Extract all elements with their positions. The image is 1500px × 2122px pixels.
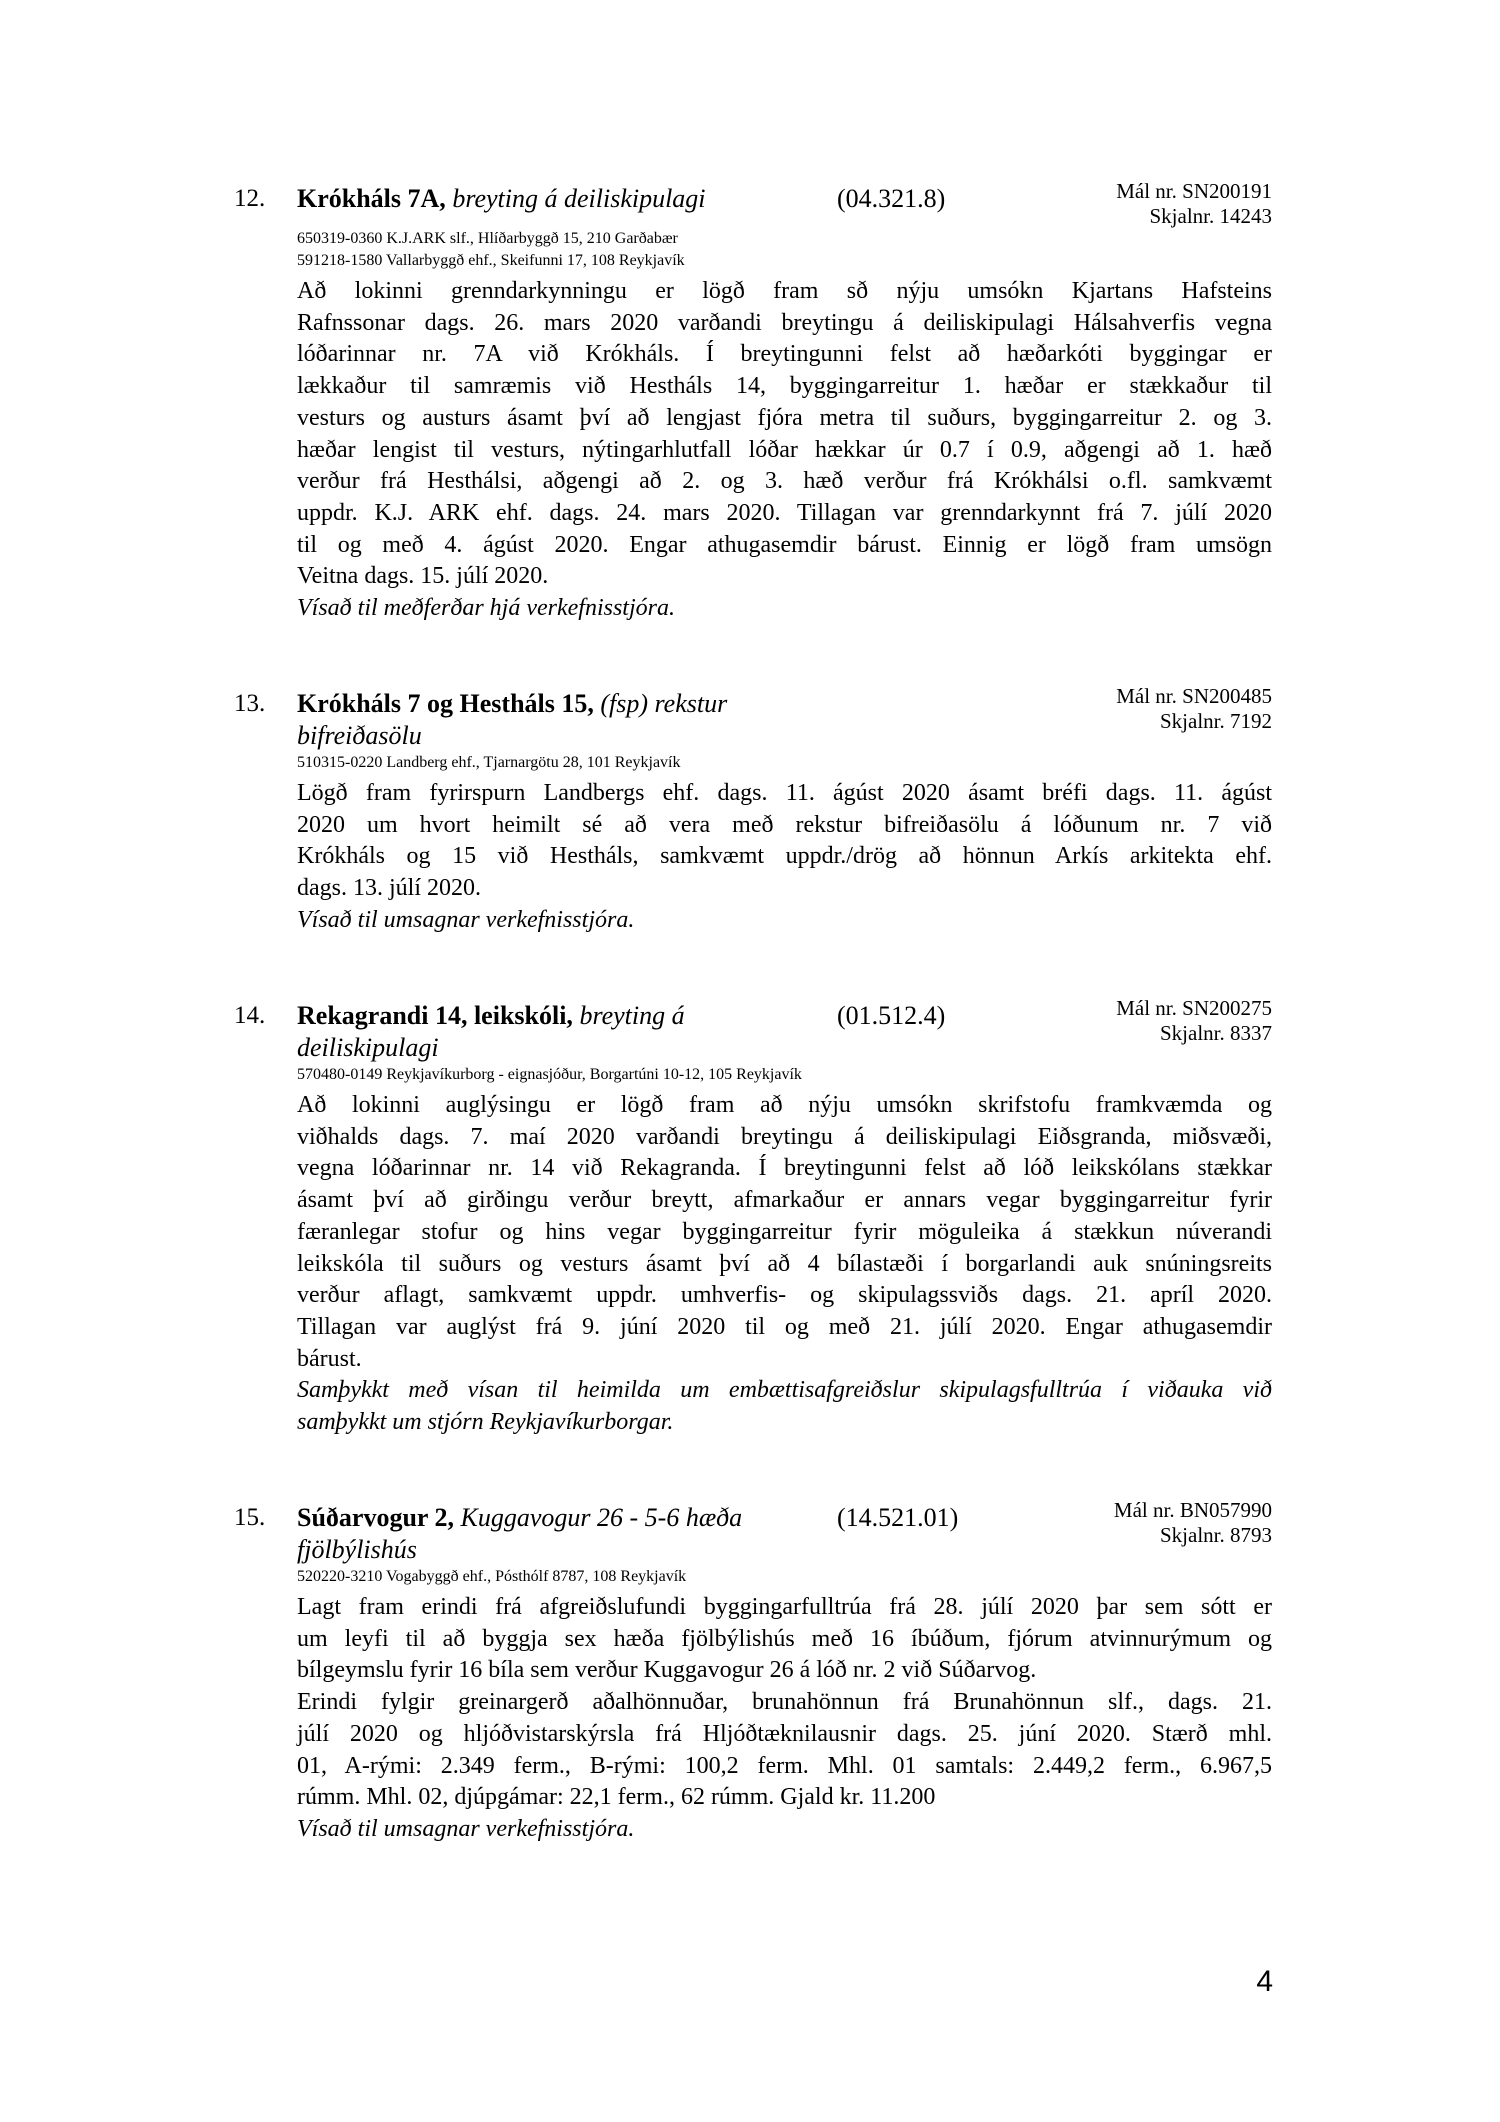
item-title-address: Krókháls 7 og Hestháls 15, bbox=[297, 689, 594, 718]
item-title-subject: Kuggavogur 26 - 5-6 hæða bbox=[460, 1503, 743, 1532]
item-title bbox=[297, 688, 837, 720]
body-line: uppdr. K.J. ARK ehf. dags. 24. mars 2020. Tillagan var grenndarkynnt frá 7. júlí 2020 bbox=[297, 499, 1272, 526]
body-line: lækkaður til samræmis við Hestháls 14, byggingarreitur 1. hæðar er stækkaður til bbox=[297, 373, 1272, 400]
decision-line: samþykkt um stjórn Reykjavíkurborgar. bbox=[297, 1409, 674, 1436]
party-line: 591218-1580 Vallarbyggð ehf., Skeifunni 17, 108 Reykjavík bbox=[297, 252, 685, 269]
body-line: hæðar lengist til vesturs, nýtingarhlutfall lóðar hækkar úr 0.7 í 0.9, aðgengi að 1. hæð bbox=[297, 436, 1272, 463]
case-reference-block bbox=[1116, 179, 1272, 229]
body-line: bílgeymslu fyrir 16 bíla sem verður Kuggavogur 26 á lóð nr. 2 við Súðarvog. bbox=[297, 1657, 1037, 1684]
decision-line: Vísað til meðferðar hjá verkefnisstjóra. bbox=[297, 595, 675, 622]
body-line: ásamt því að girðingu verður breytt, afmarkaður er annars vegar byggingarreitur fyrir bbox=[297, 1187, 1272, 1214]
item-number: 12. bbox=[234, 185, 266, 212]
planning-code: (01.512.4) bbox=[837, 1001, 946, 1030]
body-line: vesturs og austurs ásamt því að lengjast fjóra metra til suðurs, byggingarreitur 2. og 3. bbox=[297, 404, 1272, 431]
body-line: Að lokinni grenndarkynningu er lögð fram sð nýju umsókn Kjartans Hafsteins bbox=[297, 278, 1272, 304]
decision-line: Vísað til umsagnar verkefnisstjóra. bbox=[297, 1815, 635, 1842]
body-line: Veitna dags. 15. júlí 2020. bbox=[297, 563, 549, 590]
item-number: 13. bbox=[234, 690, 266, 717]
item-body bbox=[297, 1592, 1272, 1846]
item-body bbox=[297, 778, 1272, 937]
agenda-item-12 bbox=[234, 179, 1272, 625]
planning-code: (04.321.8) bbox=[837, 184, 946, 213]
body-line: verður frá Hesthálsi, aðgengi að 2. og 3. hæð verður frá Krókhálsi o.fl. samkvæmt bbox=[297, 468, 1272, 495]
item-title bbox=[297, 183, 837, 215]
body-line: um leyfi til að byggja sex hæða fjölbýlishús með 16 íbúðum, fjórum atvinnurýmum og bbox=[297, 1625, 1272, 1652]
case-reference-block bbox=[1116, 996, 1272, 1046]
body-line: 01, A-rými: 2.349 ferm., B-rými: 100,2 ferm. Mhl. 01 samtals: 2.449,2 ferm., 6.967,5 bbox=[297, 1752, 1272, 1779]
body-line: Krókháls og 15 við Hestháls, samkvæmt uppdr./drög að hönnun Arkís arkitekta ehf. bbox=[297, 843, 1272, 870]
party-line: 650319-0360 K.J.ARK slf., Hlíðarbyggð 15, 210 Garðabær bbox=[297, 230, 678, 247]
body-line: Lagt fram erindi frá afgreiðslufundi byggingarfulltrúa frá 28. júlí 2020 þar sem sótt er bbox=[297, 1594, 1272, 1620]
body-line: júlí 2020 og hljóðvistarskýrsla frá Hljóðtæknilausnir dags. 25. júní 2020. Stærð mhl. bbox=[297, 1720, 1272, 1747]
body-line: Að lokinni auglýsingu er lögð fram að nýju umsókn skrifstofu framkvæmda og bbox=[297, 1092, 1272, 1118]
body-line: leikskóla til suðurs og vesturs ásamt því að 4 bílastæði í borgarlandi auk snúningsreits bbox=[297, 1250, 1272, 1277]
item-title-subject: (fsp) rekstur bbox=[600, 689, 728, 718]
document-number: Skjalnr. 14243 bbox=[1149, 204, 1272, 228]
body-line: vegna lóðarinnar nr. 14 við Rekagranda. Í breytingunni felst að lóð leikskólans stækkar bbox=[297, 1155, 1272, 1182]
agenda-item-15 bbox=[234, 1498, 1272, 1846]
item-title-line2: deiliskipulagi bbox=[297, 1033, 439, 1062]
party-line: 520220-3210 Vogabyggð ehf., Pósthólf 8787, 108 Reykjavík bbox=[297, 1568, 687, 1585]
parties bbox=[297, 1064, 1272, 1086]
body-line: til og með 4. ágúst 2020. Engar athugasemdir bárust. Einnig er lögð fram umsögn bbox=[297, 531, 1272, 558]
case-reference-block bbox=[1114, 1498, 1272, 1548]
parties bbox=[297, 228, 1272, 272]
item-title-subject: breyting á bbox=[579, 1001, 685, 1030]
body-line: Lögð fram fyrirspurn Landbergs ehf. dags. 11. ágúst 2020 ásamt bréfi dags. 11. ágúst bbox=[297, 780, 1272, 806]
page-number: 4 bbox=[1256, 1965, 1273, 1998]
body-line: bárust. bbox=[297, 1345, 362, 1372]
parties bbox=[297, 752, 1272, 774]
body-line: 2020 um hvort heimilt sé að vera með rekstur bifreiðasölu á lóðunum nr. 7 við bbox=[297, 811, 1272, 838]
body-line: dags. 13. júlí 2020. bbox=[297, 875, 481, 902]
document-number: Skjalnr. 8793 bbox=[1159, 1523, 1272, 1547]
item-title-line2: fjölbýlishús bbox=[297, 1535, 417, 1564]
item-title-address: Súðarvogur 2, bbox=[297, 1503, 454, 1532]
body-line: Rafnssonar dags. 26. mars 2020 varðandi breytingu á deiliskipulagi Hálsahverfis vegna bbox=[297, 309, 1272, 336]
case-number: Mál nr. BN057990 bbox=[1113, 1498, 1272, 1522]
document-number: Skjalnr. 7192 bbox=[1159, 709, 1272, 733]
case-number: Mál nr. SN200485 bbox=[1116, 684, 1272, 708]
item-title-address: Krókháls 7A, bbox=[297, 184, 446, 213]
decision-line: Samþykkt með vísan til heimilda um embættisafgreiðslur skipulagsfulltrúa í viðauka við bbox=[297, 1377, 1272, 1404]
body-line: lóðarinnar nr. 7A við Krókháls. Í breytingunni felst að hæðarkóti byggingar er bbox=[297, 341, 1272, 368]
item-title bbox=[297, 1000, 837, 1032]
item-number: 14. bbox=[234, 1002, 266, 1029]
case-number: Mál nr. SN200275 bbox=[1116, 996, 1272, 1020]
parties bbox=[297, 1566, 1272, 1588]
body-line: Erindi fylgir greinargerð aðalhönnuðar, brunahönnun frá Brunahönnun slf., dags. 21. bbox=[297, 1689, 1272, 1716]
body-line: færanlegar stofur og hins vegar byggingarreitur fyrir möguleika á stækkun núverandi bbox=[297, 1218, 1272, 1245]
item-title-subject: breyting á deiliskipulagi bbox=[452, 184, 706, 213]
decision-line: Vísað til umsagnar verkefnisstjóra. bbox=[297, 906, 635, 933]
agenda-item-13 bbox=[234, 684, 1272, 937]
party-line: 510315-0220 Landberg ehf., Tjarnargötu 28, 101 Reykjavík bbox=[297, 754, 681, 771]
agenda-item-14 bbox=[234, 996, 1272, 1439]
body-line: viðhalds dags. 7. maí 2020 varðandi breytingu á deiliskipulagi Eiðsgranda, miðsvæði, bbox=[297, 1123, 1272, 1150]
item-body bbox=[297, 1090, 1272, 1439]
item-body bbox=[297, 276, 1272, 625]
document-number: Skjalnr. 8337 bbox=[1159, 1021, 1272, 1045]
case-reference-block bbox=[1116, 684, 1272, 734]
item-title-address: Rekagrandi 14, leikskóli, bbox=[297, 1001, 573, 1030]
item-number: 15. bbox=[234, 1504, 266, 1531]
item-title bbox=[297, 1502, 837, 1534]
planning-code: (14.521.01) bbox=[837, 1503, 959, 1532]
case-number: Mál nr. SN200191 bbox=[1116, 179, 1272, 203]
body-line: rúmm. Mhl. 02, djúpgámar: 22,1 ferm., 62 rúmm. Gjald kr. 11.200 bbox=[297, 1784, 936, 1811]
body-line: verður aflagt, samkvæmt uppdr. umhverfis- og skipulagssviðs dags. 21. apríl 2020. bbox=[297, 1282, 1272, 1309]
party-line: 570480-0149 Reykjavíkurborg - eignasjóður, Borgartúni 10-12, 105 Reykjavík bbox=[297, 1066, 802, 1083]
body-line: Tillagan var auglýst frá 9. júní 2020 til og með 21. júlí 2020. Engar athugasemdir bbox=[297, 1313, 1272, 1340]
item-title-line2: bifreiðasölu bbox=[297, 721, 422, 750]
